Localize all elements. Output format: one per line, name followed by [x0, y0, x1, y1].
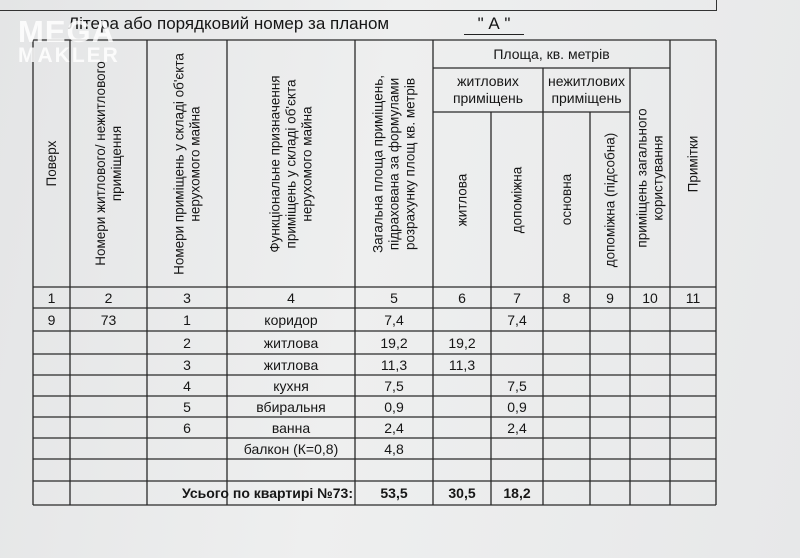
- table-cell-total: 7,4: [384, 311, 404, 328]
- table-cell-living: 11,3: [448, 356, 476, 373]
- table-cell-room: 1: [183, 311, 191, 328]
- header-total-area: Загальна площа приміщень, підрахована за формулами розрахунку площ кв. метрів: [370, 74, 417, 253]
- table-cell-total: 19,2: [380, 334, 408, 351]
- plan-letter-value: " А ": [464, 14, 524, 35]
- table-cell-purpose: ванна: [271, 419, 311, 436]
- header-floor: Поверх: [43, 140, 59, 187]
- table-cell-room: 3: [183, 356, 191, 373]
- table-cell-total: 7,5: [384, 377, 404, 394]
- table-cell-total: 11,3: [380, 356, 408, 373]
- watermark-line2: MAKLER: [18, 44, 120, 67]
- column-number: 3: [183, 289, 191, 306]
- table-cell-total: 2,4: [384, 419, 404, 436]
- header-area-group: Площа, кв. метрів: [493, 45, 610, 62]
- header-notes: Примітки: [685, 135, 700, 192]
- column-number: 6: [458, 289, 466, 306]
- header-residential-group: житлових приміщень: [452, 73, 524, 106]
- table-cell-room: 5: [183, 398, 191, 415]
- table-cell-purpose: вбиральня: [256, 398, 326, 415]
- table-cell-living: 19,2: [448, 334, 476, 351]
- plan-letter-label: Літера або порядковий номер за планом: [68, 14, 390, 33]
- header-auxiliary-utility: допоміжна (підсобна): [602, 132, 617, 267]
- watermark-logo: [18, 16, 120, 66]
- header-room-numbers: Номери приміщень у складі об'єкта нерухомого майна: [171, 52, 202, 275]
- header-living: житлова: [454, 173, 469, 226]
- total-label: Усього по квартирі №73:: [182, 485, 353, 501]
- table-cell-room: 6: [183, 419, 191, 436]
- column-number: 7: [513, 289, 521, 306]
- header-main: основна: [558, 173, 574, 226]
- table-cell-unit: 73: [100, 311, 117, 328]
- table-cell-aux: 0,9: [507, 398, 527, 415]
- header-nonresidential-group: нежитлових приміщень: [547, 73, 626, 106]
- watermark-line1: MEGA: [18, 14, 115, 49]
- header-purpose: Функціональне призначення приміщень у складі об'єкта нерухомого майна: [267, 74, 314, 253]
- total-aux-sum: 18,2: [503, 485, 531, 501]
- table-cell-purpose: житлова: [263, 334, 319, 351]
- table-cell-room: 4: [183, 377, 191, 394]
- column-number: 5: [390, 289, 398, 306]
- table-cell-total: 4,8: [384, 440, 404, 457]
- column-number: 11: [685, 289, 701, 306]
- column-number: 4: [287, 289, 295, 306]
- table-cell-purpose: балкон (К=0,8): [243, 440, 339, 457]
- column-number: 10: [642, 289, 658, 306]
- header-common-use: приміщень загального користування: [634, 107, 665, 248]
- column-number: 9: [606, 289, 614, 306]
- column-number: 2: [104, 289, 113, 306]
- header-unit-number: Номери житлового/ нежитлового приміщення: [92, 61, 124, 266]
- table-cell-purpose: коридор: [264, 311, 318, 328]
- table-cell-aux: 7,5: [507, 377, 527, 394]
- table-cell-room: 2: [183, 334, 191, 351]
- column-number: 8: [562, 289, 571, 306]
- table-cell-total: 0,9: [384, 398, 404, 415]
- total-living-sum: 30,5: [448, 485, 476, 501]
- table-cell-purpose: житлова: [263, 356, 319, 373]
- table-cell-purpose: кухня: [273, 377, 309, 394]
- table-cell-aux: 2,4: [507, 419, 527, 436]
- table-cell-aux: 7,4: [507, 311, 527, 328]
- table-cell-floor: 9: [47, 311, 56, 328]
- total-area-sum: 53,5: [380, 485, 408, 501]
- column-number: 1: [47, 289, 56, 306]
- header-auxiliary: допоміжна: [509, 166, 524, 233]
